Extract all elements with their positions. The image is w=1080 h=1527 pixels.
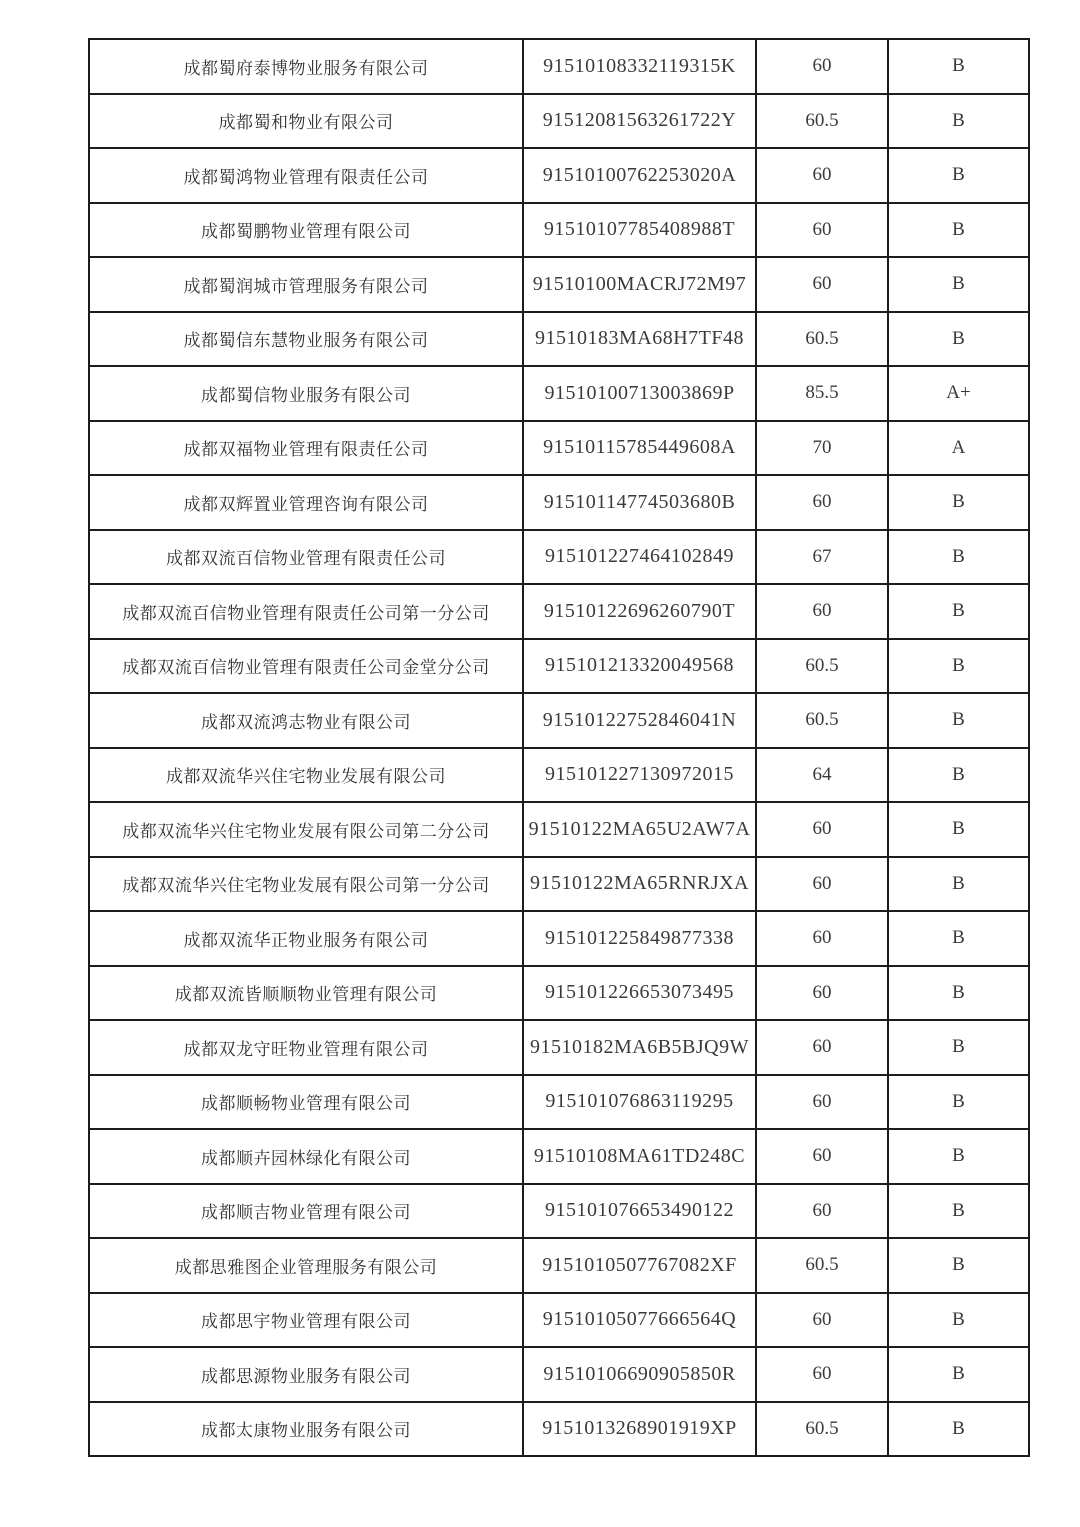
table-row xyxy=(89,257,1029,312)
grade-cell: B xyxy=(888,1347,1029,1402)
credit-code-cell: 915101076863119295 xyxy=(523,1075,756,1130)
company-name-cell: 成都双流华兴住宅物业发展有限公司第一分公司 xyxy=(89,857,523,912)
table-row xyxy=(89,1184,1029,1239)
score-cell: 60 xyxy=(756,1347,888,1402)
table-row xyxy=(89,203,1029,258)
grade-cell: B xyxy=(888,530,1029,585)
table-row xyxy=(89,148,1029,203)
table-row xyxy=(89,312,1029,367)
credit-code-cell: 91510182MA6B5BJQ9W xyxy=(523,1020,756,1075)
company-name-cell: 成都双流华兴住宅物业发展有限公司 xyxy=(89,748,523,803)
grade-cell: B xyxy=(888,966,1029,1021)
credit-code-cell: 91510122696260790T xyxy=(523,584,756,639)
grade-cell: B xyxy=(888,1129,1029,1184)
company-name-cell: 成都蜀鸿物业管理有限责任公司 xyxy=(89,148,523,203)
grade-cell: B xyxy=(888,475,1029,530)
company-rating-table xyxy=(88,38,1030,1457)
score-cell: 60 xyxy=(756,1129,888,1184)
company-name-cell: 成都蜀润城市管理服务有限公司 xyxy=(89,257,523,312)
credit-code-cell: 91510108332119315K xyxy=(523,39,756,94)
grade-cell: B xyxy=(888,1075,1029,1130)
grade-cell: B xyxy=(888,1020,1029,1075)
grade-cell: B xyxy=(888,639,1029,694)
company-name-cell: 成都双流百信物业管理有限责任公司 xyxy=(89,530,523,585)
company-name-cell: 成都双流皆顺顺物业管理有限公司 xyxy=(89,966,523,1021)
company-name-cell: 成都顺吉物业管理有限公司 xyxy=(89,1184,523,1239)
credit-code-cell: 9151013268901919XP xyxy=(523,1402,756,1457)
table-row xyxy=(89,802,1029,857)
grade-cell: B xyxy=(888,1402,1029,1457)
table-row xyxy=(89,693,1029,748)
score-cell: 60.5 xyxy=(756,312,888,367)
company-name-cell: 成都蜀信东慧物业服务有限公司 xyxy=(89,312,523,367)
score-cell: 60 xyxy=(756,857,888,912)
company-name-cell: 成都双龙守旺物业管理有限公司 xyxy=(89,1020,523,1075)
credit-code-cell: 91512081563261722Y xyxy=(523,94,756,149)
score-cell: 60 xyxy=(756,1184,888,1239)
credit-code-cell: 915101227464102849 xyxy=(523,530,756,585)
table-row xyxy=(89,748,1029,803)
grade-cell: A xyxy=(888,421,1029,476)
grade-cell: B xyxy=(888,148,1029,203)
grade-cell: B xyxy=(888,1238,1029,1293)
grade-cell: B xyxy=(888,312,1029,367)
table-row xyxy=(89,1129,1029,1184)
score-cell: 60.5 xyxy=(756,693,888,748)
score-cell: 60 xyxy=(756,148,888,203)
company-name-cell: 成都顺畅物业管理有限公司 xyxy=(89,1075,523,1130)
table-row xyxy=(89,530,1029,585)
company-name-cell: 成都顺卉园林绿化有限公司 xyxy=(89,1129,523,1184)
score-cell: 60 xyxy=(756,475,888,530)
table-row xyxy=(89,94,1029,149)
company-name-cell: 成都双流百信物业管理有限责任公司金堂分公司 xyxy=(89,639,523,694)
credit-code-cell: 91510100762253020A xyxy=(523,148,756,203)
score-cell: 60 xyxy=(756,966,888,1021)
score-cell: 67 xyxy=(756,530,888,585)
table-row xyxy=(89,1075,1029,1130)
credit-code-cell: 915101225849877338 xyxy=(523,911,756,966)
credit-code-cell: 91510100MACRJ72M97 xyxy=(523,257,756,312)
score-cell: 60.5 xyxy=(756,1238,888,1293)
credit-code-cell: 91510122MA65RNRJXA xyxy=(523,857,756,912)
score-cell: 60 xyxy=(756,584,888,639)
company-name-cell: 成都太康物业服务有限公司 xyxy=(89,1402,523,1457)
credit-code-cell: 915101227130972015 xyxy=(523,748,756,803)
company-name-cell: 成都双流百信物业管理有限责任公司第一分公司 xyxy=(89,584,523,639)
grade-cell: B xyxy=(888,911,1029,966)
grade-cell: B xyxy=(888,94,1029,149)
table-row xyxy=(89,911,1029,966)
credit-code-cell: 915101226653073495 xyxy=(523,966,756,1021)
grade-cell: B xyxy=(888,39,1029,94)
score-cell: 60.5 xyxy=(756,639,888,694)
table-body xyxy=(89,39,1029,1456)
grade-cell: A+ xyxy=(888,366,1029,421)
credit-code-cell: 91510105077666564Q xyxy=(523,1293,756,1348)
table-row xyxy=(89,1293,1029,1348)
table-row xyxy=(89,475,1029,530)
company-name-cell: 成都双流华正物业服务有限公司 xyxy=(89,911,523,966)
company-name-cell: 成都双流华兴住宅物业发展有限公司第二分公司 xyxy=(89,802,523,857)
score-cell: 60 xyxy=(756,802,888,857)
credit-code-cell: 91510114774503680B xyxy=(523,475,756,530)
grade-cell: B xyxy=(888,203,1029,258)
table-row xyxy=(89,1402,1029,1457)
score-cell: 70 xyxy=(756,421,888,476)
company-name-cell: 成都思源物业服务有限公司 xyxy=(89,1347,523,1402)
table-row xyxy=(89,584,1029,639)
credit-code-cell: 91510108MA61TD248C xyxy=(523,1129,756,1184)
company-name-cell: 成都思宇物业管理有限公司 xyxy=(89,1293,523,1348)
table-row xyxy=(89,966,1029,1021)
company-name-cell: 成都蜀府泰博物业服务有限公司 xyxy=(89,39,523,94)
score-cell: 64 xyxy=(756,748,888,803)
table-row xyxy=(89,1238,1029,1293)
credit-code-cell: 91510100713003869P xyxy=(523,366,756,421)
credit-code-cell: 91510106690905850R xyxy=(523,1347,756,1402)
score-cell: 60 xyxy=(756,1293,888,1348)
grade-cell: B xyxy=(888,802,1029,857)
credit-code-cell: 91510107785408988T xyxy=(523,203,756,258)
company-name-cell: 成都蜀和物业有限公司 xyxy=(89,94,523,149)
table-row xyxy=(89,421,1029,476)
score-cell: 60 xyxy=(756,1075,888,1130)
table-row xyxy=(89,39,1029,94)
credit-code-cell: 91510122MA65U2AW7A xyxy=(523,802,756,857)
grade-cell: B xyxy=(888,748,1029,803)
grade-cell: B xyxy=(888,584,1029,639)
grade-cell: B xyxy=(888,693,1029,748)
score-cell: 85.5 xyxy=(756,366,888,421)
score-cell: 60.5 xyxy=(756,94,888,149)
table-row xyxy=(89,1020,1029,1075)
table-row xyxy=(89,639,1029,694)
score-cell: 60 xyxy=(756,1020,888,1075)
score-cell: 60 xyxy=(756,203,888,258)
grade-cell: B xyxy=(888,1293,1029,1348)
company-name-cell: 成都蜀鹏物业管理有限公司 xyxy=(89,203,523,258)
company-name-cell: 成都双辉置业管理咨询有限公司 xyxy=(89,475,523,530)
grade-cell: B xyxy=(888,257,1029,312)
company-name-cell: 成都双福物业管理有限责任公司 xyxy=(89,421,523,476)
company-name-cell: 成都思雅图企业管理服务有限公司 xyxy=(89,1238,523,1293)
table-row xyxy=(89,857,1029,912)
credit-code-cell: 9151010507767082XF xyxy=(523,1238,756,1293)
credit-code-cell: 91510122752846041N xyxy=(523,693,756,748)
credit-code-cell: 915101076653490122 xyxy=(523,1184,756,1239)
credit-code-cell: 91510183MA68H7TF48 xyxy=(523,312,756,367)
grade-cell: B xyxy=(888,857,1029,912)
score-cell: 60 xyxy=(756,39,888,94)
credit-code-cell: 91510115785449608A xyxy=(523,421,756,476)
grade-cell: B xyxy=(888,1184,1029,1239)
table-row xyxy=(89,366,1029,421)
table-row xyxy=(89,1347,1029,1402)
score-cell: 60.5 xyxy=(756,1402,888,1457)
credit-code-cell: 915101213320049568 xyxy=(523,639,756,694)
company-name-cell: 成都蜀信物业服务有限公司 xyxy=(89,366,523,421)
company-name-cell: 成都双流鸿志物业有限公司 xyxy=(89,693,523,748)
score-cell: 60 xyxy=(756,911,888,966)
score-cell: 60 xyxy=(756,257,888,312)
